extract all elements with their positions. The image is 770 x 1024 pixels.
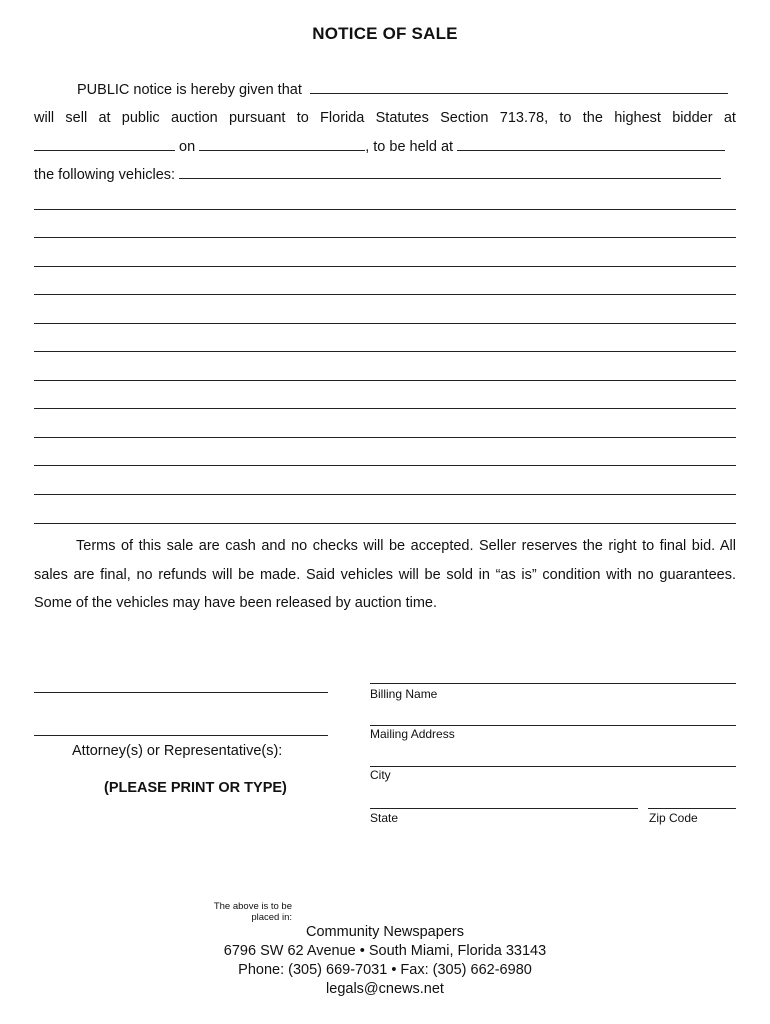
mailing-address-label: Mailing Address — [370, 727, 455, 741]
vehicle-line[interactable] — [34, 380, 736, 381]
city-line[interactable] — [370, 766, 736, 767]
sale-time-field[interactable] — [34, 137, 175, 151]
zip-code-line[interactable] — [648, 808, 736, 809]
line-2-word: to — [296, 110, 309, 126]
terms-paragraph: Terms of this sale are cash and no checks will be accepted. Seller reserves the right to final bid. All sales are final, no refunds will be made. Said vehicles will be sold in “as is” condition with no guarantees. Some of the vehicles may have been released by auction time. — [34, 538, 736, 611]
line-2-word: will — [34, 110, 55, 126]
vehicle-line[interactable] — [34, 323, 736, 324]
line-2-word: highest — [614, 110, 661, 126]
print-note: (PLEASE PRINT OR TYPE) — [104, 780, 287, 796]
publisher-email[interactable]: legals@cnews.net — [326, 981, 444, 997]
representative-name-line[interactable] — [34, 735, 328, 736]
line-2-word: at — [98, 110, 111, 126]
notice-intro-text: PUBLIC notice is hereby given that — [77, 82, 302, 98]
line-2-word: Florida — [320, 110, 365, 126]
vehicle-line[interactable] — [34, 237, 736, 238]
signature-line[interactable] — [34, 692, 328, 693]
vehicles-field-first[interactable] — [179, 165, 721, 179]
line-2-word: at — [723, 110, 736, 126]
line-2-word: sell — [65, 110, 88, 126]
placed-in-note-line-1: The above is to be — [213, 901, 292, 912]
mailing-address-line[interactable] — [370, 725, 736, 726]
city-label: City — [370, 768, 391, 782]
vehicle-line[interactable] — [34, 437, 736, 438]
placed-in-note-line-2: placed in: — [251, 912, 292, 923]
line-2-word: 713.78, — [499, 110, 549, 126]
seller-name-field[interactable] — [310, 80, 728, 94]
sale-date-field[interactable] — [199, 137, 365, 151]
notice-line-2 — [34, 109, 736, 127]
vehicle-line[interactable] — [34, 266, 736, 267]
vehicle-line[interactable] — [34, 209, 736, 210]
line-2-word: pursuant — [228, 110, 286, 126]
line-2-word: bidder — [672, 110, 713, 126]
line-2-word: the — [582, 110, 603, 126]
publisher-phone: Phone: (305) 669-7031 • Fax: (305) 662-6980 — [238, 962, 532, 978]
notice-line-1 — [77, 80, 728, 99]
state-label: State — [370, 811, 399, 825]
placed-in-note — [180, 901, 292, 923]
publisher-address: 6796 SW 62 Avenue • South Miami, Florida 33143 — [223, 943, 547, 959]
page-title: NOTICE OF SALE — [312, 24, 458, 43]
notice-line-4 — [34, 165, 721, 184]
vehicle-line[interactable] — [34, 494, 736, 495]
line-2-word: Section — [440, 110, 489, 126]
line-2-word: auction — [170, 110, 218, 126]
line-2-word: to — [559, 110, 572, 126]
notice-line-3 — [34, 137, 725, 156]
following-vehicles-text: the following vehicles: — [34, 167, 176, 183]
vehicle-line[interactable] — [34, 351, 736, 352]
on-text: on — [179, 139, 196, 155]
line-2-word: public — [121, 110, 160, 126]
vehicle-line[interactable] — [34, 408, 736, 409]
vehicle-line[interactable] — [34, 294, 736, 295]
vehicle-line[interactable] — [34, 465, 736, 466]
zip-code-label: Zip Code — [649, 811, 698, 825]
held-at-text: , to be held at — [365, 139, 454, 155]
vehicle-line[interactable] — [34, 523, 736, 524]
state-line[interactable] — [370, 808, 638, 809]
publisher-name: Community Newspapers — [306, 924, 464, 940]
billing-name-label: Billing Name — [370, 687, 438, 701]
line-2-word: Statutes — [375, 110, 429, 126]
attorney-label: Attorney(s) or Representative(s): — [72, 743, 283, 759]
billing-name-line[interactable] — [370, 683, 736, 684]
sale-location-field[interactable] — [457, 137, 725, 151]
